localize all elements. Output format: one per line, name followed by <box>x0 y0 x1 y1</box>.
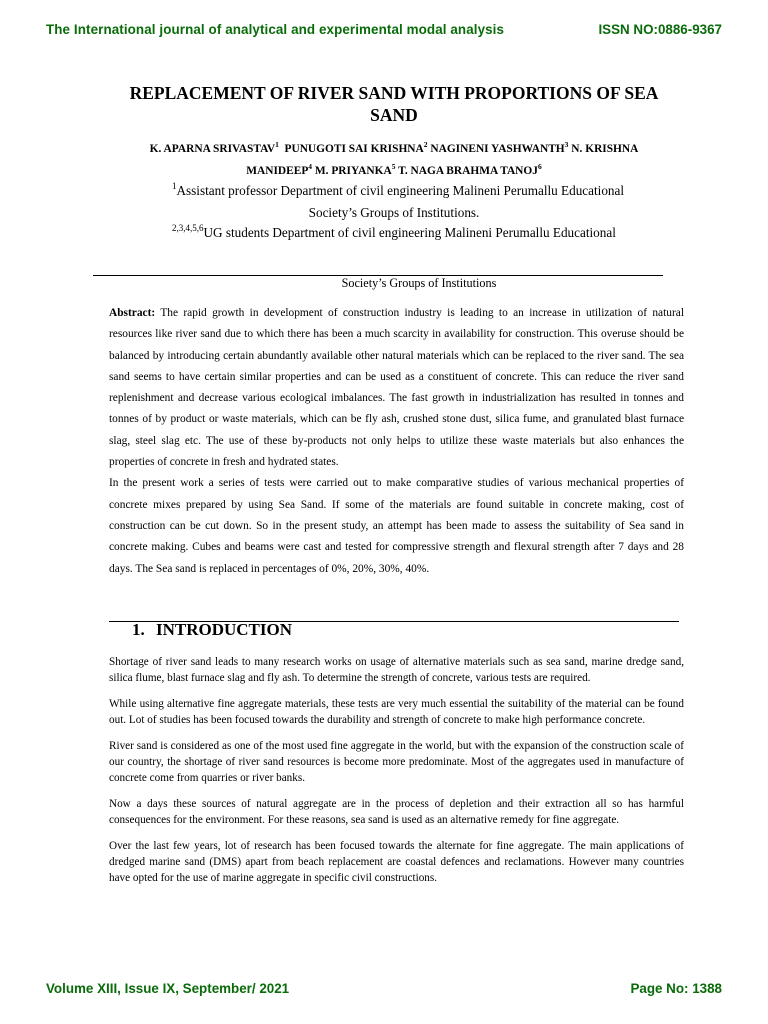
abstract-text: The rapid growth in development of construction industry is leading to an increase in utilization of natural resources like river sand due to which there has been a much scarcity in availability for construction. This overuse should be balanced by introducing certain abundantly available other natural materials which can be replaced to the river sand. The sea sand seems to have certain similar properties and can be used as a constituent of concrete. This can reduce the river sand replenishment and decrease various ecological imbalances. The fast growth in industrialization has resulted in tonnes and tonnes of by product or waste materials, which can be fly ash, crushed stone dust, silica fume, and granulated blast furnace slag, steel slag etc. The use of these by-products not only helps to utilize these waste materials but also enhances the properties of concrete in fresh and hydrated states. <box>109 307 684 469</box>
affiliation-1-continued: Society’s Groups of Institutions. <box>308 205 480 220</box>
journal-name: The International journal of analytical and experimental modal analysis <box>46 22 505 37</box>
author-name: M. PRIYANKA <box>314 164 392 177</box>
section-heading <box>132 620 292 640</box>
abstract <box>109 303 684 580</box>
abstract-paragraph <box>109 303 684 473</box>
title-line-1: REPLACEMENT OF RIVER SAND WITH PROPORTIONS OF SEA <box>129 83 659 103</box>
author-name: N. KRISHNA <box>571 142 639 155</box>
affiliation-2 <box>172 220 616 241</box>
affiliation-1 <box>172 178 624 199</box>
author-name: PUNUGOTI SAI KRISHNA <box>284 142 424 155</box>
author-superscript: 2 <box>423 140 428 149</box>
section-number: 1. <box>132 620 145 639</box>
introduction-body <box>109 654 684 896</box>
author-list <box>92 136 696 180</box>
author-name: T. NAGA BRAHMA TANOJ <box>398 164 538 177</box>
author-superscript: 6 <box>537 161 542 171</box>
section-title: INTRODUCTION <box>156 620 293 639</box>
author-superscript: 4 <box>308 161 313 171</box>
abstract-paragraph: In the present work a series of tests were carried out to make comparative studies of various mechanical properties of concrete mixes prepared by using Sea Sand. If some of the materials are found suitable in concrete making, cost of construction can be cut down. So in the present study, an attempt has been made to assess the suitability of Sea sand in concrete making. Cubes and beams were cast and tested for compressive strength and flexural strength after 7 days and 28 days. The Sea sand is replaced in percentages of 0%, 20%, 30%, 40%. <box>109 477 684 575</box>
affiliation-superscript: 2,3,4,5,6 <box>172 223 204 233</box>
abstract-label: Abstract: <box>109 307 156 319</box>
body-paragraph: While using alternative fine aggregate materials, these tests are very much essential the suitability of the material can be found out. Lot of studies has been focused towards the durability and strength of concrete to make high performance concrete. <box>109 697 684 727</box>
volume-issue: Volume XIII, Issue IX, September/ 2021 <box>46 981 290 996</box>
title-line-2: SAND <box>370 105 418 125</box>
running-footer <box>46 981 722 999</box>
author-line-1 <box>92 136 696 158</box>
affiliation-text: Assistant professor Department of civil engineering Malineni Perumallu Educational <box>176 183 625 198</box>
author-name: K. APARNA SRIVASTAV <box>149 142 276 155</box>
author-superscript: 3 <box>564 140 569 149</box>
paper-title <box>100 82 688 126</box>
running-header <box>46 22 722 40</box>
body-paragraph: River sand is considered as one of the most used fine aggregate in the world, but with the expansion of the construction scale of our country, the shortage of river sand resources is become more predominate. Most of the aggregates used in manufacture of concrete come from quarries or river banks. <box>109 739 684 785</box>
author-name: MANIDEEP <box>246 164 309 177</box>
affiliation-superscript: 1 <box>172 181 177 191</box>
body-paragraph: Now a days these sources of natural aggregate are in the process of depletion and their extraction all so has harmful consequences for the environment. For these reasons, sea sand is used as an alternative remedy for fine aggregate. <box>109 797 684 827</box>
affiliation-2-continued: Society’s Groups of Institutions <box>341 276 497 290</box>
body-paragraph: Over the last few years, lot of research has been focused towards the alternate for fine aggregate. The main applications of dredged marine sand (DMS) apart from beach replacement are coastal defences and reclamations. However many countries have opted for the use of marine aggregate in specific civil constructions. <box>109 839 684 885</box>
affiliation-text: UG students Department of civil engineering Malineni Perumallu Educational <box>203 225 616 240</box>
body-paragraph: Shortage of river sand leads to many research works on usage of alternative materials such as sea sand, marine dredge sand, silica flume, blast furnace slag and fly ash. To determine the strength of concrete, various tests are required. <box>109 656 684 685</box>
author-superscript: 5 <box>391 161 396 171</box>
page-number: Page No: 1388 <box>630 981 722 996</box>
author-superscript: 1 <box>275 140 279 149</box>
author-name: NAGINENI YASHWANTH <box>430 142 565 155</box>
author-line-2 <box>92 158 696 180</box>
issn-number: ISSN NO:0886-9367 <box>598 22 722 37</box>
